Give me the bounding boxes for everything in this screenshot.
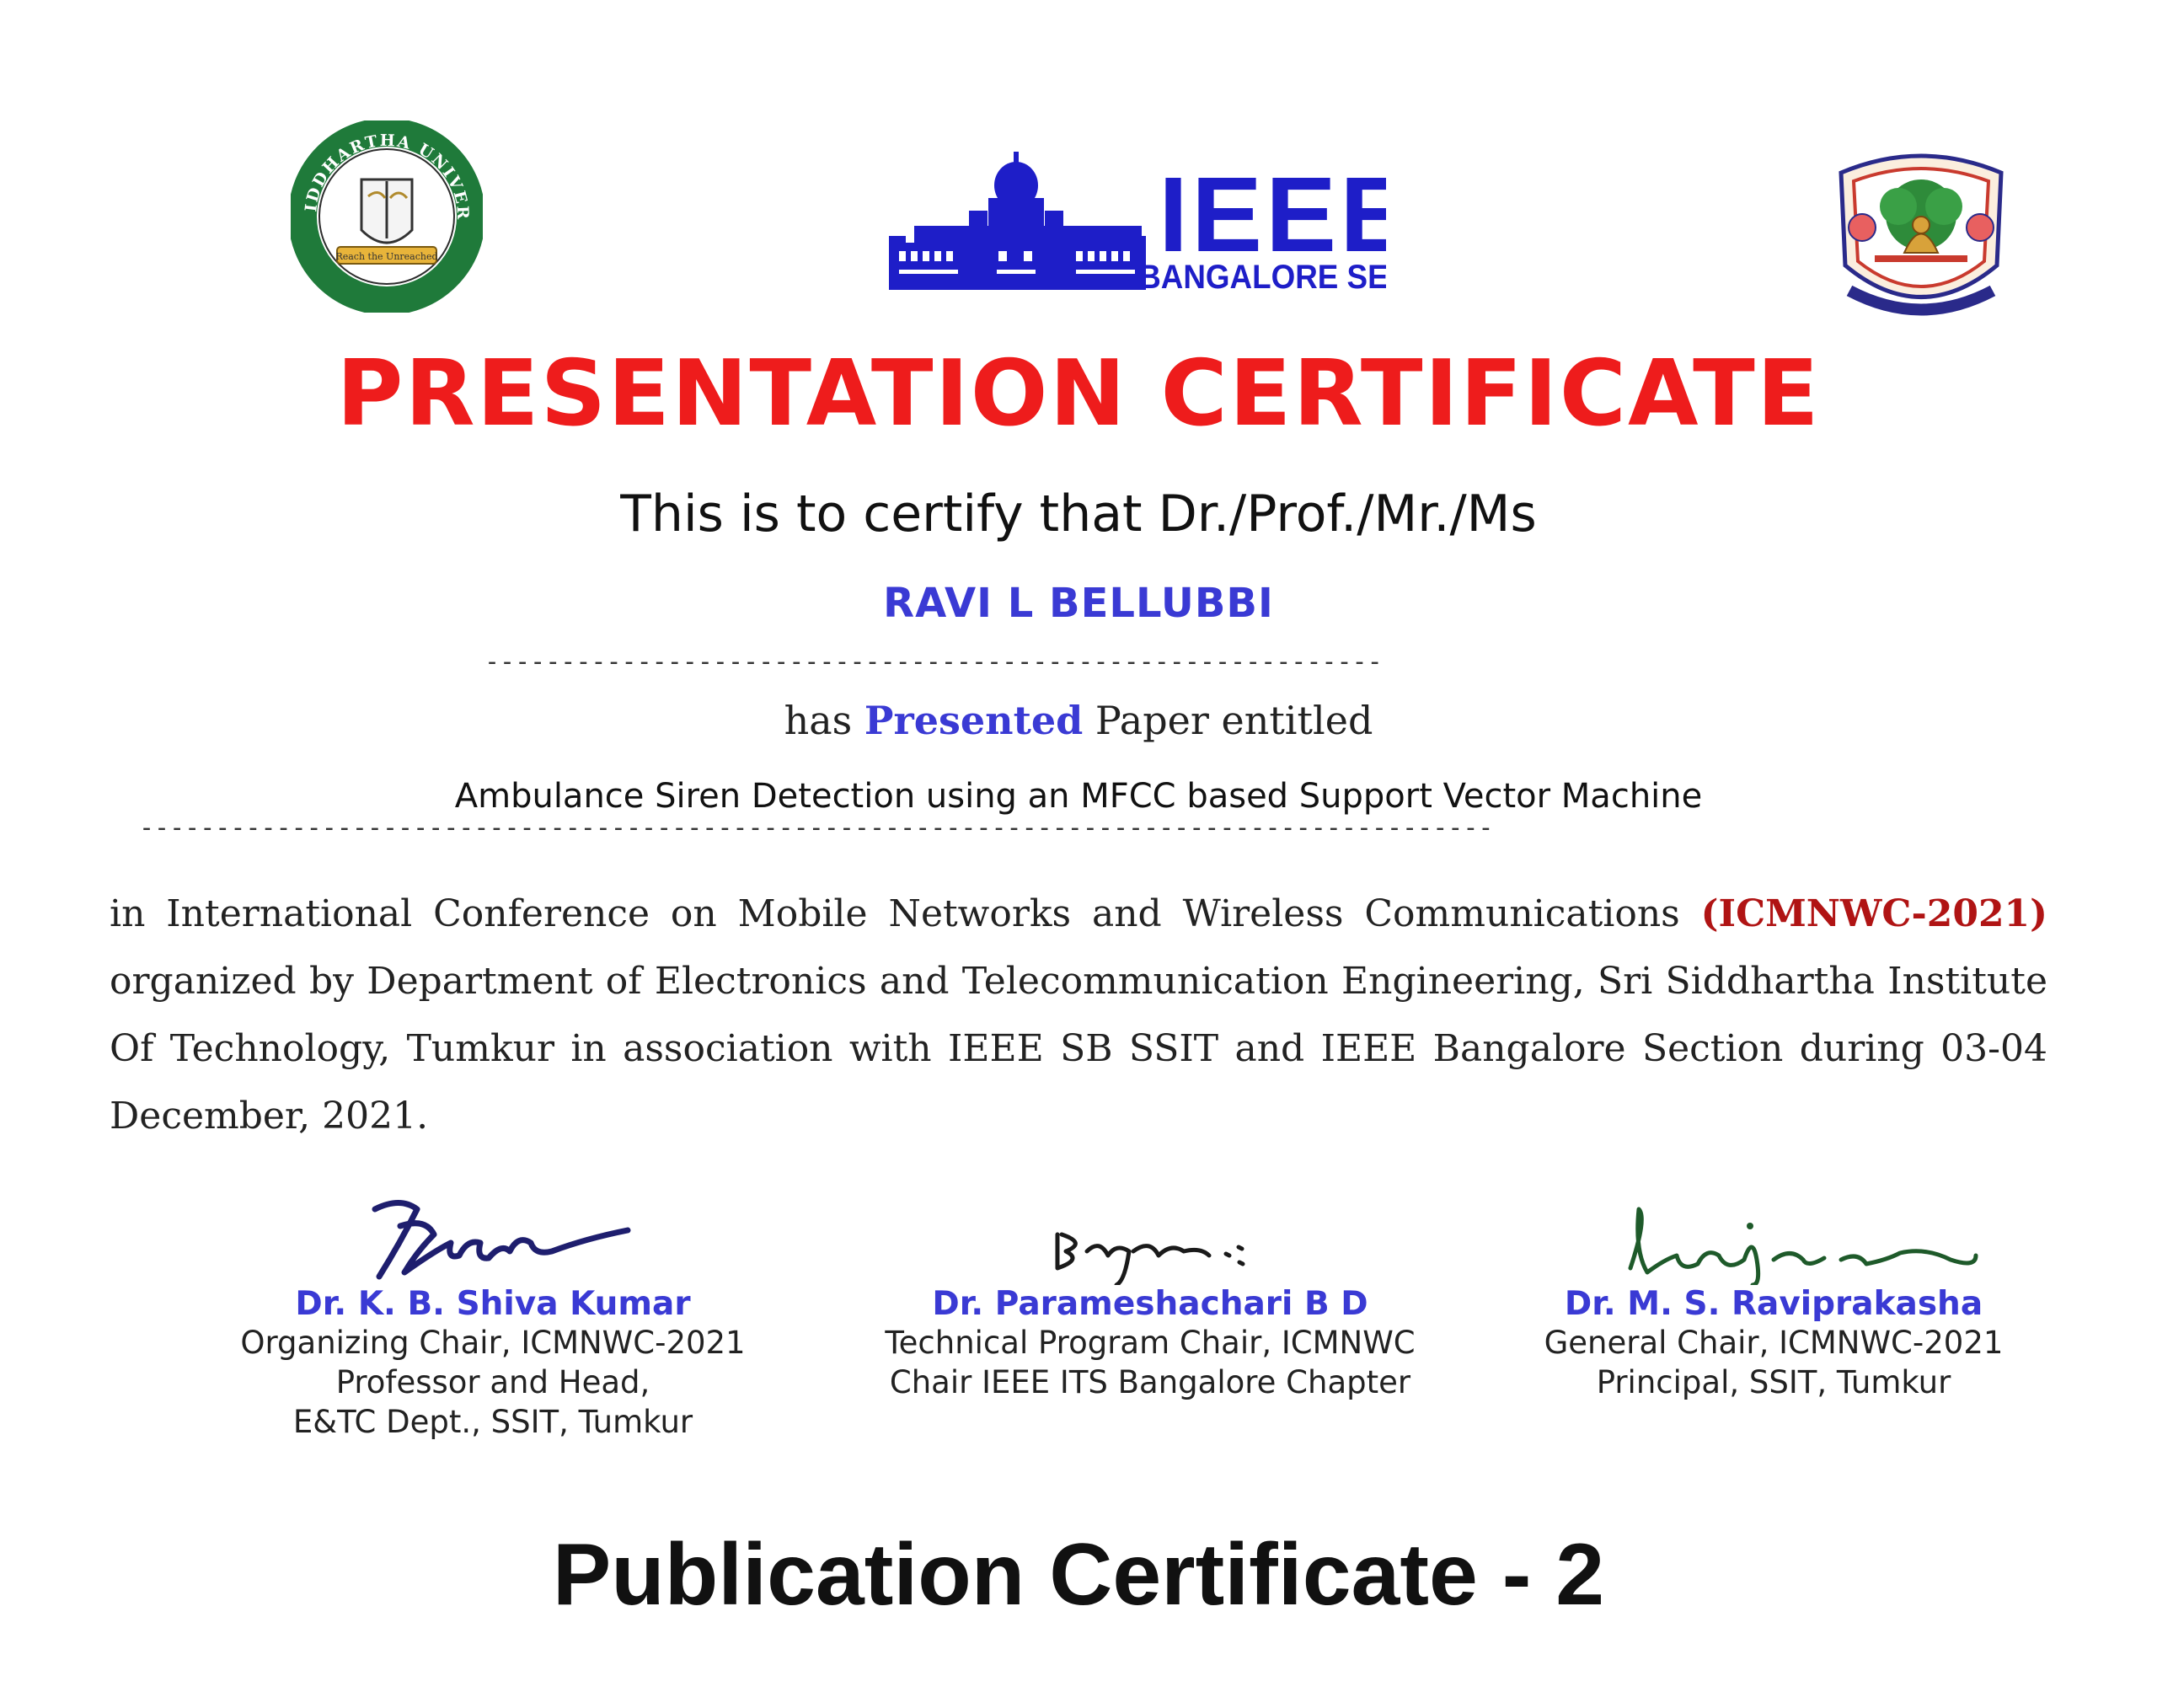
presented-word: Presented — [864, 698, 1084, 743]
signatory-role: Technical Program Chair, ICMNWC — [885, 1325, 1416, 1361]
recipient-name: RAVI L BELLUBBI — [883, 580, 1274, 627]
svg-text:BANGALORE SECTION: BANGALORE S — [1138, 258, 1368, 295]
signatory-block-3 — [1470, 1201, 2077, 1402]
handwritten-signature-1 — [341, 1192, 645, 1285]
certify-statement: This is to certify that Dr./Prof./Mr./Ms — [620, 485, 1537, 543]
signatory-department: E&TC Dept., SSIT, Tumkur — [292, 1404, 693, 1440]
university-seal-logo — [291, 120, 483, 313]
svg-text:Reach the Unreached: Reach the Unreached — [335, 251, 438, 262]
signatory-block-1 — [190, 1192, 796, 1442]
signatory-block-2 — [847, 1213, 1453, 1402]
body-text-part-2: organized by Department of Electronics and Telecommunication Engineering, Sri Siddhartha Institute Of Technology, Tumkur in association with IEEE SB SSIT and IEEE Bangalore Section during 03-04 December, 2021. — [110, 960, 2047, 1138]
paper-title-underline: ----------------------------------------------------------------------------------------- — [139, 813, 1494, 843]
name-underline: ----------------------------------------------------------- — [484, 647, 1383, 677]
certificate-body-text — [110, 881, 2047, 1150]
signatory-position: Principal, SSIT, Tumkur — [1596, 1364, 1951, 1400]
signatory-role: Organizing Chair, ICMNWC-2021 — [240, 1325, 746, 1361]
presented-suffix: Paper entitled — [1083, 698, 1373, 743]
handwritten-signature-2 — [1032, 1213, 1268, 1285]
presented-statement — [0, 698, 2157, 743]
svg-text:SRI SIDDHARTHA UNIVERSITY: IDDHARTHA UNIVER — [302, 131, 473, 222]
ieee-bangalore-logo — [889, 152, 1386, 295]
body-text-part-1: in International Conference on Mobile Networks and Wireless Communications — [110, 892, 1701, 935]
footer-caption: Publication Certificate - 2 — [552, 1526, 1605, 1624]
signatory-position: Professor and Head, — [335, 1364, 650, 1400]
signatory-role: General Chair, ICMNWC-2021 — [1544, 1325, 2004, 1361]
signatory-name: Dr. K. B. Shiva Kumar — [295, 1285, 691, 1323]
signatory-position: Chair IEEE ITS Bangalore Chapter — [889, 1364, 1411, 1400]
svg-text:IEEE: IEEE — [1159, 155, 1386, 274]
institute-emblem-logo — [1824, 147, 2018, 329]
paper-title: Ambulance Siren Detection using an MFCC based Support Vector Machine — [454, 777, 1703, 816]
signatory-name: Dr. Parameshachari B D — [932, 1285, 1368, 1323]
conference-code: (ICMNWC-2021) — [1700, 892, 2047, 935]
handwritten-signature-3 — [1555, 1201, 1993, 1285]
signatory-name: Dr. M. S. Raviprakasha — [1564, 1285, 1983, 1323]
certificate-title: PRESENTATION CERTIFICATE — [336, 341, 1821, 447]
presented-prefix: has — [784, 698, 864, 743]
